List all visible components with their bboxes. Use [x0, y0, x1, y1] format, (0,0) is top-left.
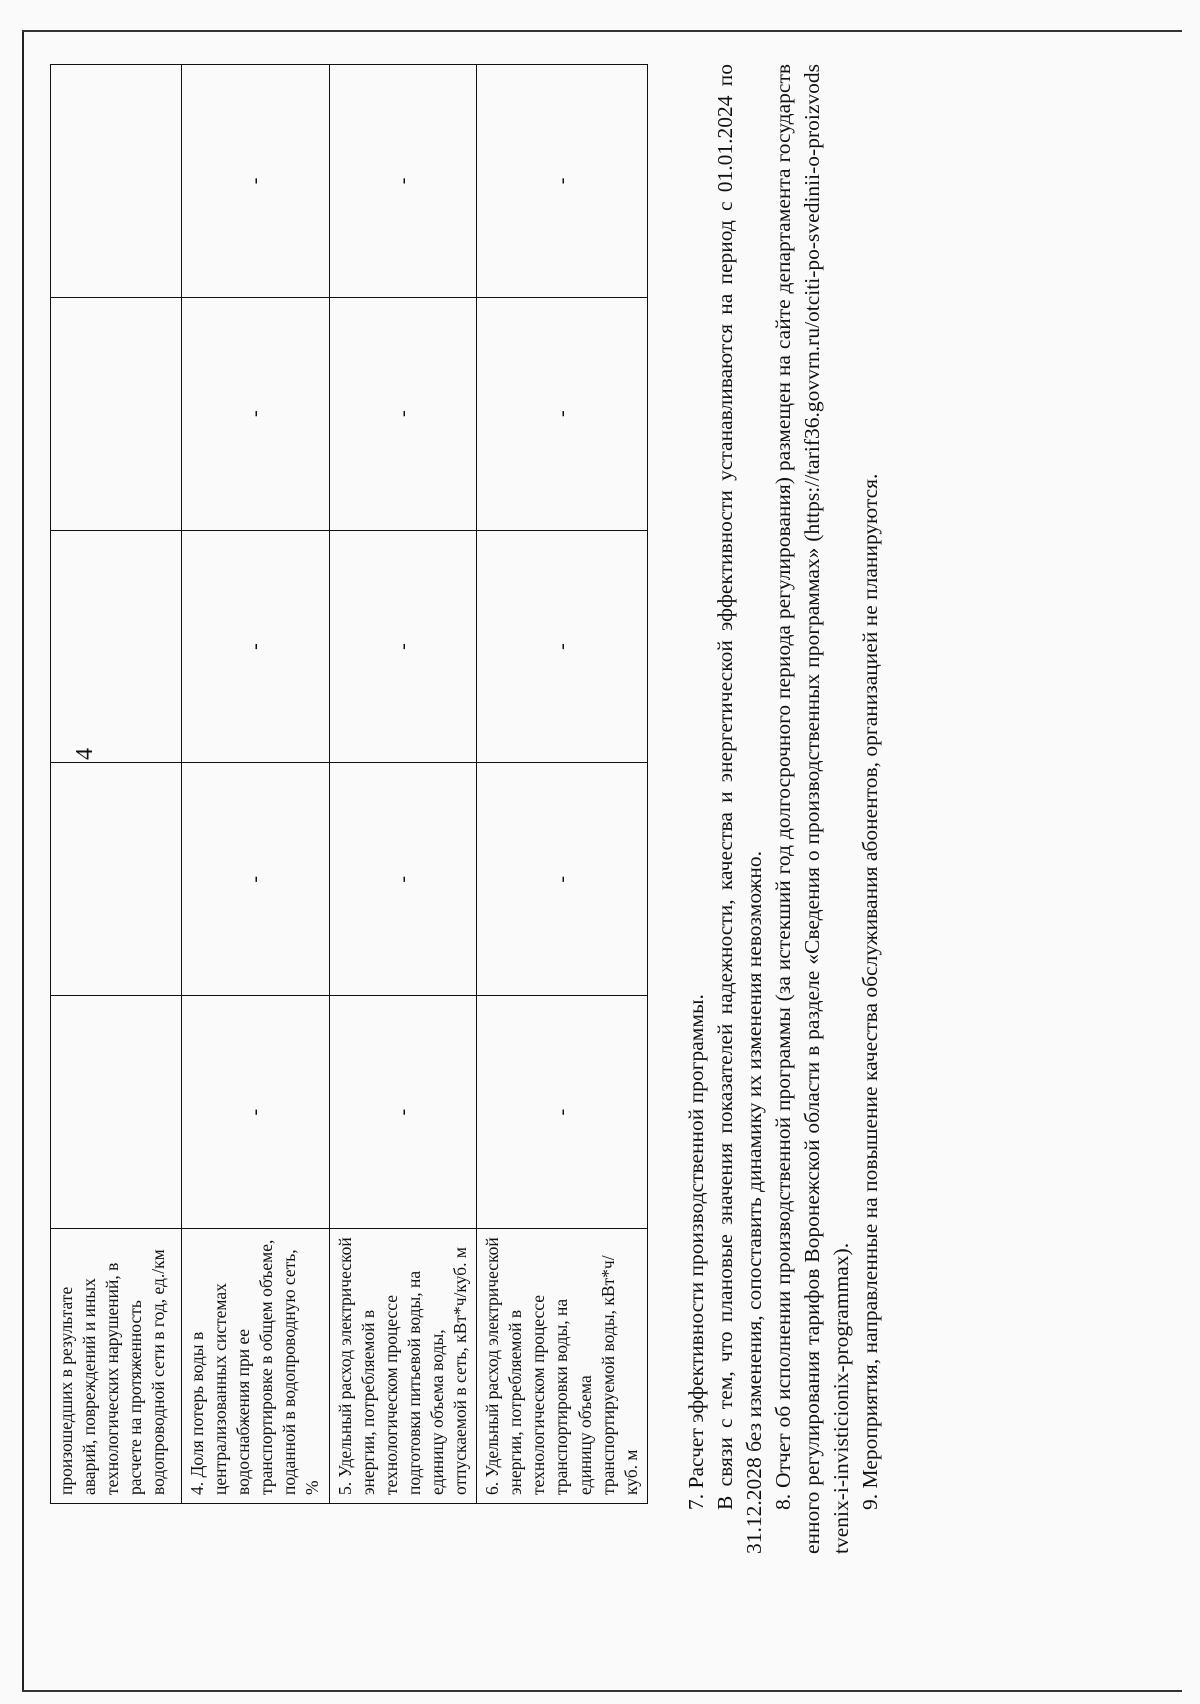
indicator-value: -: [329, 530, 477, 763]
indicator-value: -: [329, 996, 477, 1229]
indicator-value: [51, 297, 182, 530]
indicator-value: -: [182, 65, 330, 298]
indicator-label: 6. Удельный расход электрической энергии, потребляемой в технологическом процессе транспортировки воды, на единицу объема транспортируемой воды, кВт*ч/куб. м: [477, 1229, 648, 1504]
section-7-title: 7. Расчет эффективности производственной программы.: [684, 994, 708, 1510]
indicators-table: [50, 64, 648, 1504]
table-row: [477, 65, 648, 1504]
indicator-value: -: [182, 763, 330, 996]
indicator-value: -: [329, 297, 477, 530]
body-text: [682, 64, 885, 1554]
section-8-body: 8. Отчет об исполнении производственной программы (за истекший год долгосрочного периода регулирования) размещен на сайте департамента государственного регулирования тарифов Воронежской области в разделе «Сведения о производственных программах» (https://tarif36.govvrn.ru/otciti-po-svedinii-o-proizvodstvenix-i-invisticionix-programmax).: [771, 64, 853, 1554]
indicator-value: [51, 530, 182, 763]
indicator-value: [51, 763, 182, 996]
indicator-label: 4. Доля потерь воды в централизованных системах водоснабжения при ее транспортировке в общем объеме, поданной в водопроводную сеть, %: [182, 1229, 330, 1504]
table-row: [329, 65, 477, 1504]
section-9-body: 9. Мероприятия, направленные на повышение качества обслуживания абонентов, организацией не планируются.: [858, 473, 882, 1510]
indicator-value: -: [182, 297, 330, 530]
indicator-value: -: [329, 763, 477, 996]
indicator-value: -: [477, 297, 648, 530]
indicator-label: произошедших в результате аварий, повреждений и иных технологических нарушений, в расчете на протяженность водопроводной сети в год, ед./км: [51, 1229, 182, 1504]
indicator-value: -: [329, 65, 477, 298]
indicator-value: -: [182, 996, 330, 1229]
page-number: 4: [72, 748, 98, 760]
indicator-value: -: [477, 530, 648, 763]
indicator-value: [51, 996, 182, 1229]
indicator-value: -: [182, 530, 330, 763]
indicator-value: -: [477, 996, 648, 1229]
table-row: [51, 65, 182, 1504]
table-row: [182, 65, 330, 1504]
indicator-value: -: [477, 763, 648, 996]
indicator-label: 5. Удельный расход электрической энергии, потребляемой в технологическом процессе подготовки питьевой воды, на единицу объема воды, отпускаемой в сеть, кВт*ч/куб. м: [329, 1229, 477, 1504]
indicator-value: [51, 65, 182, 298]
section-7-body: В связи с тем, что плановые значения показателей надежности, качества и энергетической эффективности устанавливаются на период с 01.01.2024 по 31.12.2028 без изменения, сопоставить динамику их изменения невозможно.: [713, 64, 766, 1554]
indicator-value: -: [477, 65, 648, 298]
